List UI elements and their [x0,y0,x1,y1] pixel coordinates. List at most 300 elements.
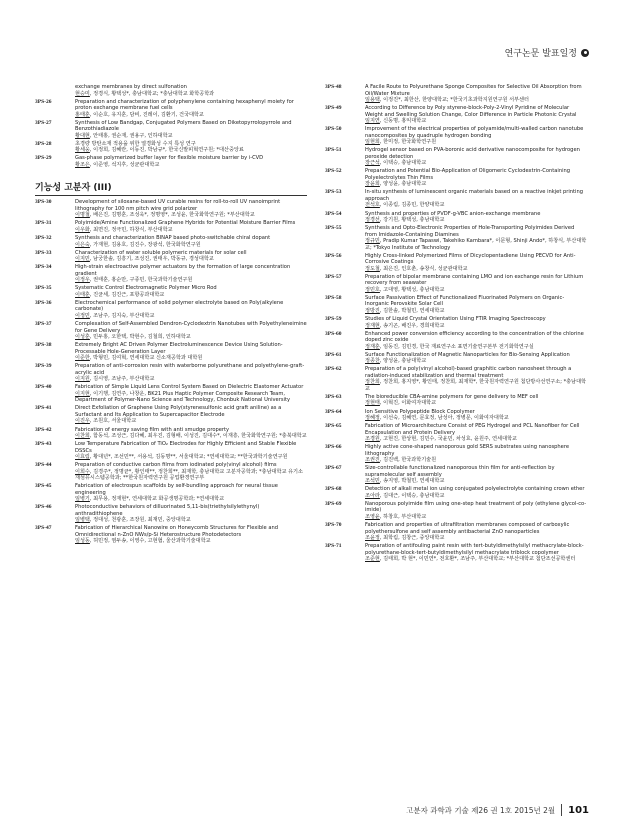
co-authors: , 하창호, 부산대학교 [379,513,427,520]
entry-authors [75,227,307,234]
co-authors: , 임동진, 김민경, 한국 재료연구소 표면기술연구본부 전기화학연구실 [379,343,534,350]
co-authors: , 양성윤, 충남대학교 [379,181,427,188]
co-authors: , 고대영, 황택성, 충남대학교 [379,286,445,293]
entry-body [365,105,587,125]
co-authors: , 황대년*, 조선민**, 서용석, 김동명**, 서울대학교; *연세대학교; **한국과학기술연구원 [89,454,288,461]
section-number: (III) [93,183,112,194]
entry-body [365,409,587,422]
presenting-author: 정찬희 [365,379,380,386]
program-entry [325,189,587,209]
presenting-author: 장근석 [365,160,380,167]
entry-title: Highly Cross-linked Polymerized Films of Dicyclopentadiene Using PECVD for Anti-Corrosive Coatings [365,252,576,266]
entry-body [75,235,307,248]
entry-authors [365,287,587,294]
entry-title: Fabrication and properties of ultrafiltration membranes composed of carboxylic polyethersulfone and self assembly antibacterial ZnO nanoparticles [365,522,570,535]
right-column [325,84,587,564]
program-entry [35,235,307,248]
program-entry [325,522,587,542]
entry-code: 3PS-27 [35,119,52,126]
co-authors: , 조남주, 김지숙, 부산대학교 [89,312,155,319]
co-authors: , 진균세, 김진근, 포항공과대학교 [89,291,165,298]
entry-authors [75,133,307,140]
entry-body [75,342,307,362]
page-header [505,46,589,59]
program-entry [35,220,307,233]
entry-authors [365,415,587,422]
program-entry [325,409,587,422]
entry-code: 3PS-32 [35,235,52,242]
program-entry [35,483,307,503]
entry-body [365,423,587,443]
presenting-author: 정민호 [365,286,380,293]
entry-body [365,189,587,209]
entry-body [75,321,307,341]
entry-authors [75,162,307,169]
entry-body [365,352,587,365]
section-title: 기능성 고분자 [35,183,91,194]
entry-authors [75,212,307,219]
entry-code: 3PS-50 [325,126,342,133]
entry-title: Surface Functionalization of Magnetic Nanoparticles for Bio-Sensing Application [365,351,570,358]
entry-title: Studies of Liquid Crystal Orientation Using FTIR Imaging Spectroscopy [365,316,546,323]
co-authors: , 이준영, 석지후, 성균관대학교 [89,161,160,168]
entry-body [75,525,307,545]
presenting-author: 홍태훈 [75,111,90,118]
entry-title: Gas-phase polymerized buffer layer for flexible moisture barrier by i-CVD [75,155,264,162]
entry-body [365,501,587,521]
entry-authors [75,517,307,524]
program-entry [35,155,307,168]
presenting-author: 현승미 [75,90,90,97]
entry-title: Low Temperature Fabrication of TiO₂ Electrodes for Highly Efficient and Stable Flexible DSSCs [75,441,297,454]
presenting-author: 황대현 [75,132,90,139]
entry-code: 3PS-62 [325,366,342,373]
co-authors: , 김시영, 조남주, 부산대학교 [89,376,155,383]
presenting-author: 조윤정 [365,535,380,542]
co-authors: , Pradip Kumar Tapaswi, Takehiko Kambara*, 이문형, Shinji Ando*, 하창식, 부산대학교; *Tokyo Institute of Technology [365,238,587,251]
entry-code: 3PS-41 [35,405,52,412]
co-authors: , 최면진, 정극민, 하창식, 부산대학교 [89,226,173,233]
co-authors: , 김태희, 박 현*, 이민연*, 전호환*, 조남주, 부산대학교; *부산대학교 첨단조선공학센터 [379,556,576,563]
entry-code: 3PS-45 [35,483,52,490]
presenting-author: 이태훈 [75,291,90,298]
program-entry [325,274,587,294]
co-authors: , 이정진*, 최한산, 한양대학교; *한국기초과학지원연구원 서부센터 [379,97,529,103]
co-authors: , 강기원, 황택성, 충남대학교 [379,217,445,224]
entry-authors [75,355,307,362]
entry-code: 3PS-71 [325,543,342,550]
entry-title: Extremely Bright AC Driven Polymer Electroluminescence Device Using Solution-Processable Hole-Generation Layer [75,342,283,355]
entry-code: 3PS-55 [325,225,342,232]
entry-code: 3PS-37 [35,321,52,328]
entry-body [75,363,307,383]
presenting-author: 조아라 [365,492,380,499]
co-authors: , 이혁진, 이화여자대학교 [379,400,437,407]
page-footer [406,804,589,816]
program-entry [35,99,307,119]
program-entry [35,120,307,140]
entry-body [75,300,307,320]
entry-code: 3PS-49 [325,105,342,112]
presenting-author: 이지원 [75,376,90,383]
entry-authors [365,118,587,125]
entry-body [365,543,587,563]
presenting-author: 조영윤 [365,513,380,520]
presenting-author: 이진우 [75,418,90,425]
entry-body [75,441,307,461]
program-entry [325,316,587,329]
entry-code: 3PS-67 [325,465,342,472]
program-entry [35,199,307,219]
entry-title: Synthesis and Opto-Electronic Properties of Hole-Transporting Polyimides Derived from Imidazole-Containing Diamines [365,225,575,238]
program-entry [325,543,587,563]
entry-title: Fabrication of Simple Liquid Lens Control System Based on Dielectric Elastomer Actuator [75,384,304,391]
program-entry [35,250,307,263]
co-authors: , 양성윤, 충남대학교 [379,358,427,365]
presenting-author: 이성훈 [75,334,90,341]
section-heading [35,180,307,196]
entry-code: 3PS-34 [35,264,52,271]
entry-code: 3PS-28 [35,140,52,147]
entry-title: Direct Exfoliation of Graphene Using Poly(styrenesulfonic acid graft aniline) as a Surfactant and Its Application to Supercapacitor Electrode [75,405,282,418]
entry-code: 3PS-66 [325,444,342,451]
entry-authors [75,277,307,284]
presenting-author: 이지민 [75,256,90,263]
presenting-author: 조권진 [365,457,380,464]
program-entry [325,501,587,521]
co-authors: , 이선숙, 김혜연, 문효정, 남성아, 정병문, 이화여자대학교 [379,415,509,421]
entry-body [365,274,587,294]
entry-authors [365,514,587,521]
entry-title: Development of siloxane-based UV curable resins for roll-to-roll UV nanoimprint lithography for 100 nm pitch wire grid polarizer [75,199,281,212]
entry-body [365,147,587,167]
entry-body [365,225,587,251]
entry-authors [365,308,587,315]
entry-code: 3PS-39 [35,363,52,370]
left-column [35,84,307,547]
program-entry [325,253,587,273]
entry-authors [75,256,307,263]
program-entry [35,441,307,461]
co-authors: , 허민정, 염두송, 이영수, 고현협, 울산과학기술대학교 [89,538,211,545]
entry-title: Preparation of conductive carbon films from iodinated poly(vinyl alcohol) films [75,462,277,469]
program-entry [325,394,587,407]
entry-code: 3PS-52 [325,168,342,175]
entry-title: Fabrication of Microarchitecture Consist of PEG Hydrogel and PCL Nanofiber for Cell Encapsulation and Protein Delivery [365,423,580,436]
entry-body [365,253,587,273]
presenting-author: 조준현 [365,556,380,563]
entry-title: Fabrication of energy saving film with anti smudge property [75,426,230,433]
co-authors: , 송기곤, 배진우, 경희대학교 [379,322,445,329]
program-entry [35,285,307,298]
entry-code [35,84,75,97]
entry-code: 3PS-69 [325,500,342,507]
presenting-author: 이준한 [75,355,90,362]
entry-code: 3PS-29 [35,155,52,162]
entry-code: 3PS-40 [35,384,52,391]
entry-body [75,155,307,168]
entry-authors [75,147,307,154]
entry-code: 3PS-44 [35,462,52,469]
entry-body [75,220,307,233]
left-top-entries [35,84,307,168]
co-authors: , 최무용, 정재현*, 연세대학교 화공생명공학과; *연세대학교 [89,496,225,503]
entry-authors [365,181,587,188]
entry-authors [75,242,307,249]
entry-authors [365,493,587,500]
presenting-author: 이지현 [75,390,90,397]
entry-code: 3PS-56 [325,252,342,259]
entry-code: 3PS-61 [325,351,342,358]
entry-code: 3PS-65 [325,423,342,430]
entry-body [75,84,307,97]
program-entry [325,444,587,464]
entry-code: 3PS-53 [325,189,342,196]
entry-title: Preparation and Potential Bio-Application of Oligomeric Cyclodextrin-Containing Polyelectrolytes Thin Films [365,168,571,181]
co-authors: , 조원호, 서울대학교 [89,418,137,425]
co-authors: , 김한솔, 박철민, 연세대학교 [379,307,445,314]
co-authors: , 민두홍, 오한택, 박현수, 김철희, 인하대학교 [89,334,191,341]
entry-title: Preparation of antifouling paint resin with tert-butyldimethylsilyl methacrylate-block-polyurethane-block-tert-butyldimethylsilyl methacrylate triblock copolymer [365,543,584,556]
presenting-author: 조석민 [365,478,380,485]
presenting-author: 임성동 [75,538,90,545]
co-authors: , 이택승, 충남대학교 [379,160,427,167]
co-authors: , 정찬희, 홍지영*, 황인태, 정찬희, 최재학*, 한국원자력연구원 첨단방사선연구소; *충남대학교 [365,379,587,392]
entry-title: Preparation and characterization of polyphenylene containing hexaphenyl moiety for proton exchange membrane fuel cells [75,98,294,112]
entry-body [365,522,587,542]
entry-authors [75,376,307,383]
entry-body [365,126,587,146]
footer-divider [561,804,562,816]
presenting-author: 정혜정 [365,415,380,421]
entry-title: Characterization of water soluble polymeric materials for solar cell [75,249,247,256]
co-authors: , 권태훈, 홍순만, 구종민, 한국과학기술연구원 [89,277,193,284]
program-entry [35,321,307,341]
entry-body [75,250,307,263]
presenting-author: 임현희 [365,139,380,146]
presenting-author: 이찬희 [75,433,90,439]
entry-code: 3PS-26 [35,98,52,105]
entry-authors [75,418,307,425]
entry-title: Nanoporous polyimide film using one-step heat treatment of poly (ethylene glycol-co-imide) [365,500,587,514]
entry-title: Photoconductive behaviors of dilluorinated 5,11-bis(triethylsilylethynyl) anthradithiophene [75,504,260,517]
presenting-author: 이정우 [75,277,90,284]
co-authors: , 정경식, 황택성*, 충남대학교; *충남대학교 화학공학과 [89,90,215,97]
entry-authors [365,139,587,146]
co-authors: , 안태홍, 권순재, 권용구, 인하대학교 [89,132,173,139]
entry-title: Polyimide/Amine Functionalized Graphene Hybrids for Potential Moisture Barrier Films [75,220,296,227]
entry-authors [75,292,307,299]
entry-code: 3PS-57 [325,273,342,280]
co-authors: , 정대성, 천광훈, 조장원, 최재민, 중앙대학교 [89,517,191,524]
entry-code: 3PS-38 [35,342,52,349]
entry-title: 초경량 방탄소재 적용을 위한 열경화성 수지 특성 연구 [75,140,196,147]
co-authors: , 최학림, 김창근, 중앙대학교 [379,535,445,542]
presenting-author: 임지연 [365,118,380,125]
entry-body [75,504,307,524]
program-entry [325,352,587,365]
entry-authors [365,238,587,251]
co-authors: , 김경주*, 정명균*, 황인태**, 정찬희**, 최재학, 충남대학교 고분자공학과; *충남대학교 유기소재섬유시스템공학과; **한국원자력연구원 공업환경연구부 [75,468,303,482]
entry-title: Systematic Control Electromagnetic Polymer Micro Rod [75,285,217,292]
entry-body [75,384,307,404]
left-entries [35,199,307,545]
presenting-author: 임병기 [75,496,90,503]
entry-title: Preparation of anti-corrosion resin with waterborne polyurethane and polyethylene-graft-acrylic acid [75,363,305,376]
entry-body [365,366,587,392]
presenting-author: 정현태 [365,400,380,407]
entry-authors [365,436,587,443]
presenting-author: 이효림 [75,454,90,461]
entry-authors [75,433,307,440]
entry-title: The bioreducible CBA-amine polymers for gene delivery to MEF cell [365,393,539,400]
entry-code: 3PS-51 [325,147,342,154]
entry-body [365,211,587,224]
program-entry [325,295,587,315]
entry-body [365,295,587,315]
presenting-author: 장윤희 [365,181,380,188]
entry-code: 3PS-36 [35,299,52,306]
co-authors: , 한미정, 한국화학연구원 [379,139,437,146]
program-entry [35,462,307,482]
circle-bullet-icon [581,49,589,57]
presenting-author: 황세웅 [75,147,90,154]
entry-body [75,405,307,425]
entry-code: 3PS-48 [325,84,342,90]
program-entry [35,300,307,320]
entry-authors [365,323,587,330]
entry-title: Electrochemical performance of solid polymer electrolyte based on Poly(alkylene carbonate) [75,299,284,313]
entry-code: 3PS-43 [35,441,52,448]
entry-authors [75,391,307,404]
entry-authors [365,358,587,365]
program-entry [35,504,307,524]
presenting-author: 정재현 [365,322,380,329]
program-entry [35,264,307,284]
entry-title: Highly active cone-shaped nanoporous gold SERS substrates using nanosphere lithography [365,444,569,457]
entry-body [365,84,587,104]
co-authors: , 가재현, 김용호, 김진수, 장광석, 한국화학연구원 [89,241,201,248]
presenting-author: 전석호 [365,202,380,209]
entry-title: exchange membranes by direct sulfonation [75,84,187,90]
presenting-author: 이정민 [75,312,90,319]
entry-authors [75,313,307,320]
program-entry [35,84,307,97]
co-authors: , 신동명, 홍익대학교 [379,118,427,125]
presenting-author: 임용택 [365,97,380,103]
entry-title: Enhanced power conversion efficiency according to the concentration of the chlorine doped zinc oxide [365,330,584,344]
presenting-author: 조경원 [365,436,380,443]
entry-authors [75,91,307,98]
program-entry [35,141,307,154]
entry-body [365,331,587,351]
program-entry [35,525,307,545]
program-entry [325,331,587,351]
entry-code: 3PS-58 [325,294,342,301]
entry-title: Preparation of bipolar membrane containing LMO and ion exchange resin for Lithium recovery from seawater [365,273,584,287]
entry-code: 3PS-68 [325,486,342,493]
program-entry [35,363,307,383]
entry-title: Synthesis of Low Bandgap, Conjugated Polymers Based on Diketopyrrolopyrrole and Benzothiadiazole [75,119,292,133]
entry-title: Ion Sensitive Polypeptide Block Copolymer [365,408,475,415]
entry-body [365,486,587,499]
program-entry [325,486,587,499]
entry-title: A Facile Route to Polyurethane Sponge Composites for Selective Oil Absorption from Oil/Water Mixture [365,84,582,97]
entry-authors [365,478,587,485]
co-authors: , 남궁한솔, 김흥기, 조성진, 권태우, 박동규, 경성대학교 [89,256,214,263]
entry-code: 3PS-59 [325,316,342,323]
entry-title: Synthesis and properties of PVDF-g-VBC anion-exchange membrane [365,210,541,217]
entry-authors [75,469,307,482]
entry-body [75,483,307,503]
entry-body [75,120,307,140]
entry-title: Detection of alkali metal ion using conjugated polyelectrolyte containing crown ether [365,486,585,493]
entry-authors [75,454,307,461]
program-entry [325,423,587,443]
presenting-author: 정재훈 [365,343,380,350]
entry-title: Improvement of the electrical properties of polyamide/multi-walled carbon nanotube nanocomposites by quadruple hydrogen bonding [365,126,584,139]
entry-body [365,465,587,485]
entry-code: 3PS-30 [35,199,52,206]
entry-code: 3PS-60 [325,330,342,337]
presenting-author: 정경선 [365,217,380,224]
presenting-author: 이은숙 [75,241,90,248]
entry-body [75,427,307,440]
entry-code: 3PS-46 [35,504,52,511]
presenting-author: 임병택 [75,517,90,524]
presenting-author: 정종찬 [365,358,380,365]
presenting-author: 정도철 [365,265,380,272]
program-entry [325,126,587,146]
entry-authors [365,457,587,464]
entry-authors [365,400,587,407]
entry-title: Complexation of Self-Assembled Dendron-Cyclodextrin Nanotubes with Polyethyleneimine for Gene Delivery [75,321,307,334]
entry-body [365,444,587,464]
co-authors: , 이기행, 김연주, 나창운, BK21 Plus Haptic Polymer Composite Research Team, Department of Polymer-Nano Science and Technology, Chonbuk National University [75,390,291,404]
entry-title: Preparation of a poly(vinyl alcohol)-based graphitic carbon nanosheet through a radiation-induced stabilization and thermal treatment [365,366,572,379]
co-authors: , 배은진, 김명훈, 조성욱*, 정명영*, 조성윤, 한국화학연구원; *부산대학교 [89,212,255,219]
entry-title: Fabrication of electrospun scaffolds by self-bundling approach for neural tissue engineering [75,483,278,496]
entry-code: 3PS-31 [35,220,52,227]
entry-authors [365,344,587,351]
entry-code: 3PS-64 [325,408,342,415]
entry-authors [365,535,587,542]
program-entry [325,211,587,224]
co-authors: , 이순호, 유지훈, 담비, 진레이, 김환기, 건국대학교 [89,111,204,118]
co-authors: , 송지영, 박철민, 연세대학교 [379,478,445,485]
entry-code: 3PS-54 [325,210,342,217]
entry-code: 3PS-35 [35,285,52,292]
entry-title: Surface Passivation Effect of Functionalized Fluorinated Polymers on Organic-Inorganic Perovskite Solar Cell [365,294,565,308]
page-number: 101 [568,804,589,816]
entry-body [75,285,307,298]
entry-authors [365,217,587,224]
entry-title: Size-controllable functionalized nanoporous thin film for anti-reflection by supramolecular self assembly [365,465,555,478]
entry-body [75,199,307,219]
entry-authors [75,334,307,341]
entry-authors [365,266,587,273]
entry-title: Hydrogel sensor based on PVA-boronic acid derivative nanocomposite for hydrogen peroxide detection [365,147,580,160]
program-entry [325,84,587,104]
entry-body [365,394,587,407]
program-entry [325,465,587,485]
program-entry [325,168,587,188]
presenting-author: 이명철 [75,212,90,219]
program-entry [35,342,307,362]
entry-code: 3PS-70 [325,522,342,529]
entry-authors [75,112,307,119]
co-authors: , 김대근, 이택승, 충남대학교 [379,492,445,499]
